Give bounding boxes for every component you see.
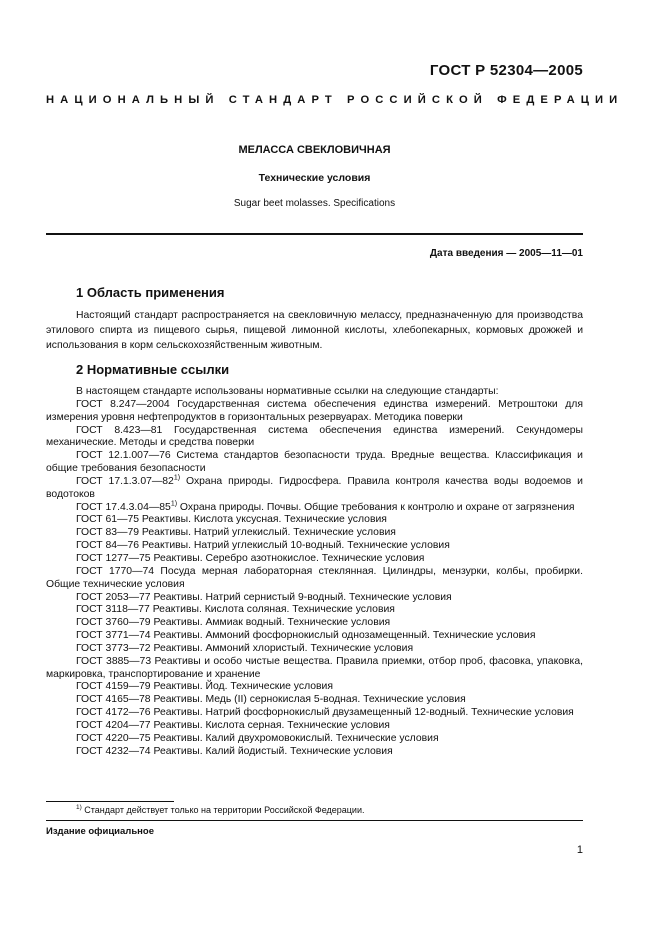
reference-item: ГОСТ 2053—77 Реактивы. Натрий сернистый 9-водный. Технические условия (76, 591, 452, 603)
reference-item: ГОСТ 83—79 Реактивы. Натрий углекислый. Технические условия (76, 527, 396, 539)
reference-item: ГОСТ 4159—79 Реактивы. Йод. Технические условия (76, 681, 333, 693)
reference-item: ГОСТ 8.247—2004 Государственная система обеспечения единства измерений. Метроштоки для измерения уровня нефтепродуктов в горизонтальных резервуарах. Методика поверки (46, 398, 583, 423)
reference-item: ГОСТ 1770—74 Посуда мерная лабораторная стеклянная. Цилиндры, мензурки, колбы, пробирки. Общие технические условия (46, 565, 583, 590)
page-number: 1 (576, 844, 583, 856)
reference-item: ГОСТ 1277—75 Реактивы. Серебро азотнокислое. Технические условия (76, 552, 425, 564)
references-intro: В настоящем стандарте использованы нормативные ссылки на следующие стандарты: (76, 386, 499, 397)
reference-item: ГОСТ 61—75 Реактивы. Кислота уксусная. Технические условия (76, 514, 387, 526)
section-1-body: Настоящий стандарт распространяется на свекловичную мелассу, предназначенную для производства этилового спирта из пищевого сырья, пищевой лимонной кислоты, хлебопекарных, кормовых дрожжей и использования в корм сельскохозяйственным животным. (46, 310, 583, 351)
reference-item: ГОСТ 4172—76 Реактивы. Натрий фосфорнокислый двузамещенный 12-водный. Технические условия (76, 707, 574, 719)
reference-item: ГОСТ 4165—78 Реактивы. Медь (II) сернокислая 5-водная. Технические условия (76, 694, 466, 706)
document-title: МЕЛАССА СВЕКЛОВИЧНАЯ (238, 144, 391, 156)
reference-item: ГОСТ 4232—74 Реактивы. Калий йодистый. Технические условия (76, 745, 393, 757)
reference-item: ГОСТ 4204—77 Реактивы. Кислота серная. Технические условия (76, 719, 390, 731)
reference-code: ГОСТ 17.4.3.04—85 (76, 501, 171, 513)
national-standard-banner: НАЦИОНАЛЬНЫЙ СТАНДАРТ РОССИЙСКОЙ ФЕДЕРАЦИИ (46, 94, 624, 106)
footnote (76, 804, 365, 815)
reference-item (46, 502, 583, 515)
footnote-mark: 1) (170, 500, 178, 508)
footnote-mark: 1) (173, 474, 181, 482)
footnote-mark: 1) (76, 804, 82, 811)
document-subtitle: Технические условия (258, 172, 371, 184)
reference-item: ГОСТ 84—76 Реактивы. Натрий углекислый 10-водный. Технические условия (76, 540, 450, 552)
references-list (46, 386, 583, 758)
reference-text: Охрана природы. Гидросфера. Правила контроля качества воды водоемов и водотоков (46, 475, 583, 500)
reference-item: ГОСТ 3885—73 Реактивы и особо чистые вещества. Правила приемки, отбор проб, фасовка, упаковка, маркировка, транспортирование и хранение (46, 655, 583, 680)
reference-item (46, 476, 583, 502)
reference-item: ГОСТ 3773—72 Реактивы. Аммоний хлористый. Технические условия (76, 642, 414, 654)
reference-item: ГОСТ 3760—79 Реактивы. Аммиак водный. Технические условия (76, 617, 391, 629)
standard-number: ГОСТ Р 52304—2005 (429, 62, 583, 79)
footnote-text: Стандарт действует только на территории Российской Федерации. (81, 805, 365, 815)
reference-text: Охрана природы. Почвы. Общие требования к контролю и охране от загрязнения (177, 501, 575, 513)
reference-item: ГОСТ 4220—75 Реактивы. Калий двухромовокислый. Технические условия (76, 732, 439, 744)
introduction-date: Дата введения — 2005—11—01 (429, 248, 583, 259)
section-1-heading: 1 Область применения (76, 285, 225, 300)
header-divider (46, 233, 583, 235)
reference-item: ГОСТ 8.423—81 Государственная система обеспечения единства измерений. Секундомеры механические. Методы и средства поверки (46, 424, 583, 449)
reference-item: ГОСТ 12.1.007—76 Система стандартов безопасности труда. Вредные вещества. Классификация и общие требования безопасности (46, 450, 583, 475)
section-2-heading: 2 Нормативные ссылки (76, 362, 230, 377)
english-title: Sugar beet molasses. Specifications (233, 198, 396, 209)
footer-divider (46, 820, 583, 821)
footnote-divider (46, 801, 174, 802)
reference-item: ГОСТ 3771—74 Реактивы. Аммоний фосфорнокислый однозамещенный. Технические условия (76, 630, 536, 642)
reference-code: ГОСТ 17.1.3.07—82 (76, 475, 174, 487)
reference-item: ГОСТ 3118—77 Реактивы. Кислота соляная. Технические условия (76, 604, 395, 616)
edition-label: Издание официальное (46, 826, 154, 837)
